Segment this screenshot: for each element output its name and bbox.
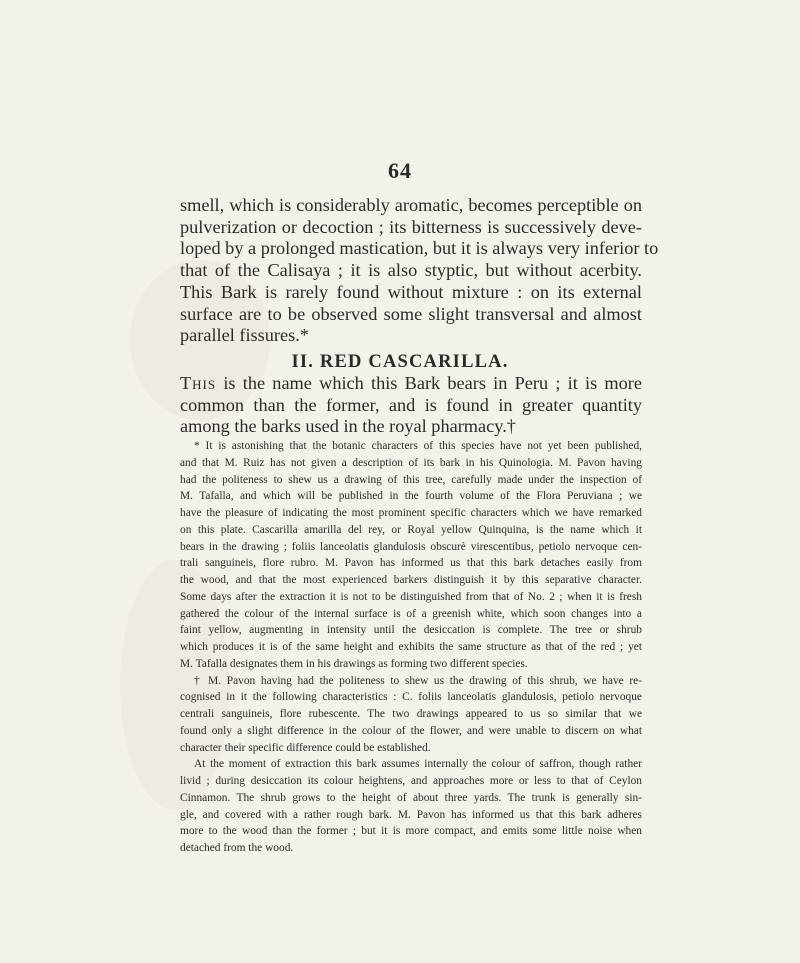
intro-first-word: This	[180, 373, 217, 393]
intro-paragraph	[180, 373, 642, 438]
page-number: 64	[388, 158, 412, 183]
footnote-line: Cinnamon. The shrub grows to the height of about three yards. The trunk is generally sin-	[180, 791, 642, 804]
intro-line: common than the former, and is found in greater quantity	[180, 394, 642, 415]
intro-first-line	[180, 373, 642, 395]
text-line: loped by a prolonged mastication, but it is always very inferior to	[180, 238, 659, 259]
footnote-line: livid ; during desiccation its colour heightens, and approaches more or less to that of Ceylon	[180, 775, 642, 787]
main-paragraph	[180, 195, 659, 347]
footnote-line: had the politeness to shew us a drawing of this tree, carefully made under the inspection of	[180, 473, 642, 486]
footnote-line: have the pleasure of indicating the most prominent specific characters which we have remarked	[180, 507, 642, 519]
footnote-line: M. Tafalla, and which will be published in the fourth volume of the Flora Peruviana ; we	[180, 490, 642, 503]
footnote-line: trali sanguineis, flore rubro. M. Pavon has informed us that this bark detaches easily from	[180, 557, 642, 570]
footnote-line: faint yellow, augmenting in intensity until the desiccation is complete. The tree or shrub	[180, 624, 642, 637]
footnote-line: character their specific difference could be established.	[180, 741, 431, 754]
footnote-line: which produces it is of the same height and exhibits the same structure as that of the red ; yet	[180, 641, 642, 653]
footnote-line: M. Tafalla designates them in his drawings as forming two different species.	[180, 657, 528, 670]
footnote-line: and that M. Ruiz has not given a description of its bark in his Quinologia. M. Pavon having	[180, 456, 642, 469]
intro-line: among the barks used in the royal pharmacy.†	[180, 416, 516, 436]
footnote-line: gle, and covered with a rather rough bark. M. Pavon has informed us that this bark adheres	[180, 808, 642, 821]
footnotes	[180, 438, 642, 857]
footnote-line: bears in the drawing ; foliis lanceolatis glandulosis obscurè virescentibus, petiolo nervoque cen-	[180, 540, 642, 553]
footnote-line: more to the wood than the former ; but it is more compact, and emits some little noise when	[180, 825, 642, 838]
text-line: smell, which is considerably aromatic, becomes perceptible on	[180, 195, 642, 215]
section-heading: II. RED CASCARILLA.	[291, 352, 509, 372]
footnote-line: on this plate. Cascarilla amarilla del rey, or Royal yellow Quinquina, is the name which it	[180, 523, 642, 536]
footnote-line: cognised in it the following characteristics : C. foliis lanceolatis glandulosis, petiolo nervoque	[180, 691, 642, 704]
footnote-line: † M. Pavon having had the politeness to shew us the drawing of this shrub, we have re-	[194, 674, 642, 687]
footnote-line: Some days after the extraction it is not to be distinguished from that of No. 2 ; when it is fresh	[180, 590, 642, 603]
footnote-line: the wood, and that the most experienced barkers distinguish it by this separative character.	[180, 574, 642, 586]
text-line: pulverization or decoction ; its bitterness is successively deve-	[180, 216, 642, 237]
intro-first-line-rest: is the name which this Bark bears in Peru ; it is more	[216, 373, 642, 393]
footnote-line: centrali sanguineis, flore rubescente. The two drawings appeared to us so similar that we	[180, 708, 642, 720]
text-line: parallel fissures.*	[180, 325, 309, 346]
footnote-line: * It is astonishing that the botanic characters of this species have not yet been published,	[194, 440, 642, 452]
footnote-line: found only a slight difference in the colour of the flower, and were unable to discern on what	[180, 724, 642, 737]
footnote-line: detached from the wood.	[180, 842, 294, 854]
text-line: that of the Calisaya ; it is also styptic, but without acerbity.	[180, 260, 642, 281]
footnote-line: At the moment of extraction this bark assumes internally the colour of saffron, though rather	[194, 758, 642, 771]
footnote-line: gathered the colour of the internal surface is of a greenish white, which soon changes into a	[180, 607, 642, 620]
text-line: surface are to be observed some slight transversal and almost	[180, 303, 642, 324]
text-line: This Bark is rarely found without mixture : on its external	[180, 281, 642, 302]
